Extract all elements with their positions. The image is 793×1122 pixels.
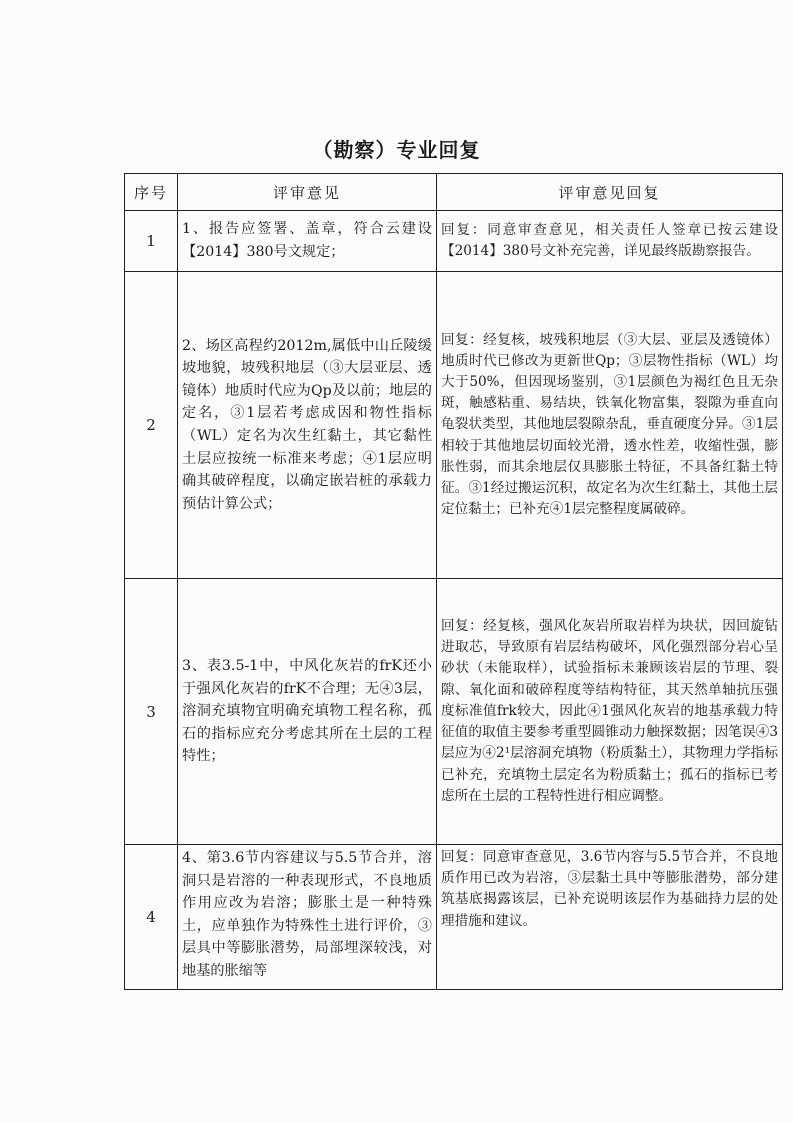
review-opinion-cell: [178, 845, 437, 990]
review-table: [124, 173, 783, 990]
page-title: （勘察）专业回复: [312, 138, 481, 162]
review-reply: 回复：同意审查意见，相关责任人签章已按云建设【2014】380号文补充完善，详见最终版勘察报告。: [437, 211, 783, 272]
table-row: [125, 272, 783, 579]
table-header-row: [125, 174, 783, 211]
header-opinion: 评审意见: [178, 174, 437, 211]
header-reply: 评审意见回复: [437, 174, 783, 211]
review-reply: 回复：经复核，强风化灰岩所取岩样为块状，因回旋钻进取芯，导致原有岩层结构破坏，风化强烈部分岩心呈砂状（未能取样），试验指标未兼顾该岩层的节理、裂隙、氧化面和破碎程度等结构特征，其天然单轴抗压强度标准值frk较大，因此④1强风化灰岩的地基承载力特征值的取值主要参考重型圆锥动力触探数据；因笔误④3层应为④2¹层溶洞充填物（粉质黏土），其物理力学指标已补充，充填物土层定名为粉质黏土；孤石的指标已考虑所在土层的工程特性进行相应调整。: [437, 579, 783, 845]
row-number: 2: [125, 272, 178, 579]
table-row: [125, 845, 783, 990]
review-reply: 回复：同意审查意见，3.6节内容与5.5节合并，不良地质作用已改为岩溶，③层黏土具中等膨胀潜势，部分建筑基底揭露该层，已补充说明该层作为基础持力层的处理措施和建议。: [441, 849, 778, 929]
review-opinion: 3、表3.5-1中，中风化灰岩的frK还小于强风化灰岩的frK不合理；无④3层，溶洞充填物宜明确充填物工程名称，孤石的指标应充分考虑其所在土层的工程特性；: [178, 579, 437, 845]
table-row: [125, 211, 783, 272]
review-opinion: 1、报告应签署、盖章，符合云建设【2014】380号文规定；: [178, 211, 437, 272]
review-reply-cell: [437, 845, 783, 990]
table-row: [125, 579, 783, 845]
review-opinion: 4、第3.6节内容建议与5.5节合并，溶洞只是岩溶的一种表现形式，不良地质作用应改为岩溶；膨胀土是一种特殊土，应单独作为特殊性土进行评价，③层具中等膨胀潜势，局部埋深较浅，对地基的胀缩等: [182, 850, 432, 979]
row-number: 4: [125, 845, 178, 990]
row-number: 3: [125, 579, 178, 845]
review-reply: 回复：经复核，坡残积地层（③大层、亚层及透镜体）地质时代已修改为更新世Qp；③层物性指标（WL）均大于50%，但因现场鉴别，③1层颜色为褐红色且无杂斑，触感粘重、易结块，铁氧化物富集，裂隙为垂直向龟裂状类型，其他地层裂隙杂乱，垂直硬度分异。③1层相较于其他地层切面较光滑，透水性差，收缩性强，膨胀性弱，而其余地层仅具膨胀土特征，不具备红黏土特征。③1经过搬运沉积，故定名为次生红黏土，其他土层定位黏土；已补充④1层完整程度属破碎。: [437, 272, 783, 579]
header-no: 序号: [125, 174, 178, 211]
row-number: 1: [125, 211, 178, 272]
review-opinion: 2、场区高程约2012m,属低中山丘陵缓坡地貌，坡残积地层（③大层亚层、透镜体）地质时代应为Qp及以前；地层的定名，③1层若考虑成因和物性指标（WL）定名为次生红黏土，其它黏性土层应按统一标准来考虑；④1层应明确其破碎程度，以确定嵌岩桩的承载力预估计算公式；: [178, 272, 437, 579]
